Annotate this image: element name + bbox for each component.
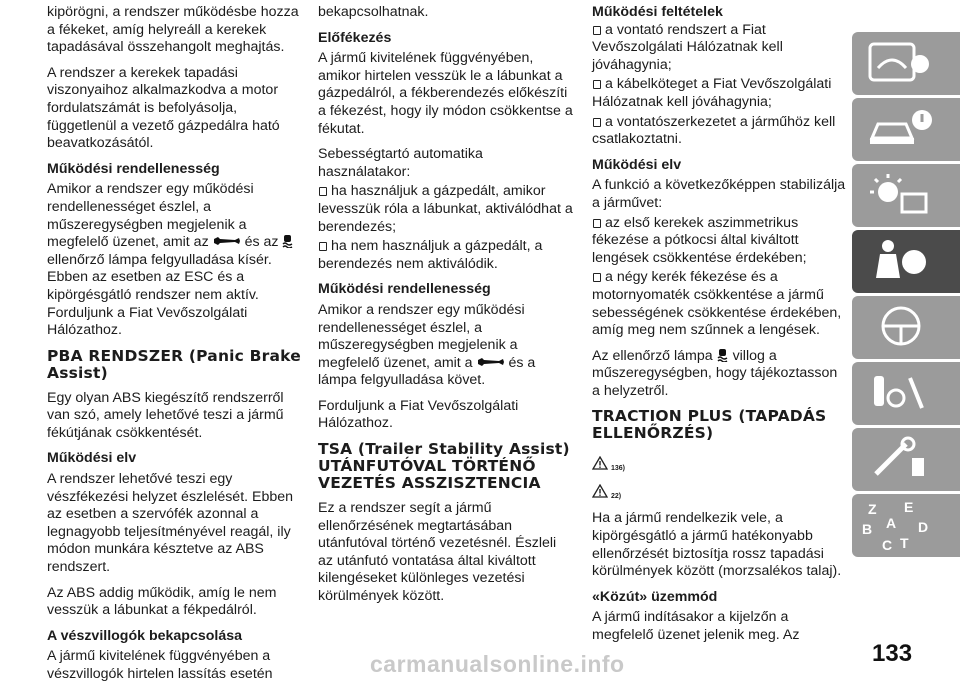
text: a négy kerék fékezése és a motornyomaték csökkentése a jármű sebességének csökkentése érdekében, amíg meg nem szűnnek a lengések. — [592, 269, 842, 339]
subheading-prebraking: Előfékezés — [318, 29, 392, 46]
paragraph: bekapcsolhatnak. — [318, 4, 429, 20]
steering-wheel-icon — [866, 302, 936, 352]
warning-ref — [592, 478, 847, 504]
airbag-icon — [866, 236, 936, 286]
paragraph: Forduljunk a Fiat Vevőszolgálati Hálózathoz. — [318, 397, 519, 432]
tab-safety[interactable] — [852, 230, 960, 293]
page-number: 133 — [872, 640, 913, 667]
alphabet-index-icon — [860, 498, 944, 554]
text: és a lámpa felgyulladása követ. — [318, 354, 536, 389]
paragraph: A funkció a következőképpen stabilizálja a járművet: — [592, 177, 846, 211]
heading-pba: PBA RENDSZER (Panic Brake Assist) — [47, 346, 301, 382]
square-bullet-icon — [593, 273, 601, 282]
column-2 — [318, 4, 573, 614]
text: a vontató rendszert a Fiat Vevőszolgálati Hálózatnak kell jóváhagynia; — [592, 21, 783, 73]
paragraph: Ha a jármű rendelkezik vele, a kipörgésgátló a jármű hatékonyabb ellenőrzését biztosítja rossz tapadási körülmények között (morzsalékos talaj). — [592, 510, 842, 580]
car-info-icon — [866, 38, 936, 88]
text: Sebességtartó automatika használatakor: — [318, 146, 483, 180]
tab-index[interactable] — [852, 494, 960, 557]
svg-text:C: C — [882, 537, 893, 553]
text: Az ellenőrző lámpa — [592, 347, 713, 364]
text: ha használjuk a gázpedált, amikor levesszük róla a lábunkat, aktiválódhat a berendezés; — [318, 183, 573, 235]
paragraph-fault — [318, 302, 573, 390]
tools-icon — [866, 434, 936, 484]
text: a vontatószerkezetet a járműhöz kell csatlakoztatni. — [592, 113, 836, 148]
subheading-conditions: Működési feltételek — [592, 4, 723, 20]
paragraph-fault — [47, 181, 302, 339]
bullet-item — [592, 76, 847, 111]
tab-lights[interactable] — [852, 164, 960, 227]
watermark: carmanualsonline.info — [370, 651, 625, 677]
warning-triangle-icon — [592, 456, 608, 470]
svg-text:T: T — [900, 535, 909, 551]
paragraph: Az ABS addig működik, amíg le nem vesszük a lábunkat a fékpedálról. — [47, 584, 277, 619]
svg-text:B: B — [862, 521, 873, 537]
car-warning-icon — [866, 104, 936, 154]
text: Amikor a rendszer egy működési rendellenességet észlel, a műszeregységben megjelenik a megfelelő üzenet, amit az — [47, 181, 254, 251]
column-3 — [592, 4, 847, 653]
bullet-item — [592, 269, 847, 339]
svg-text:E: E — [904, 499, 914, 515]
text: Amikor a rendszer egy működési rendellenességet észlel, a műszeregységben megjelenik a megfelelő üzenet, amit a — [318, 301, 525, 371]
subheading-operation: Működési elv — [47, 450, 137, 467]
bullet-item — [318, 238, 573, 273]
paragraph: kipörögni, a rendszer működésbe hozza a fékeket, amíg helyreáll a kerekek tapadásával összehangolt meghajtás. — [47, 4, 299, 56]
svg-text:D: D — [918, 519, 929, 535]
tab-driving[interactable] — [852, 296, 960, 359]
subheading-fault: Működési rendellenesség — [47, 160, 220, 177]
text: ellenőrző lámpa felgyulladása kísér. Ebben az esetben az ESC és a kipörgésgátló rendszer nem aktív. Forduljunk a Fiat Vevőszolgálati Hálózathoz. — [47, 251, 272, 339]
bullet-item — [318, 183, 573, 236]
spanner-icon — [477, 357, 505, 367]
warning-ref-number: 22) — [611, 492, 622, 500]
square-bullet-icon — [593, 26, 601, 35]
tab-dashboard[interactable] — [852, 32, 960, 95]
paragraph: A jármű kivitelének függvényében a vészvillogók hirtelen lassítás esetén — [47, 648, 273, 682]
paragraph: A jármű kivitelének függvényében, amikor hirtelen vesszük le a lábunkat a gázpedálról, a fékberendezés előkészíti a fékezést, hogy ily módon csökkentse a fékutat. — [318, 50, 573, 137]
text: és az — [244, 234, 279, 251]
column-1 — [47, 4, 302, 692]
subheading-hazard: A vészvillogók bekapcsolása — [47, 627, 243, 644]
text: villog a műszeregységben, hogy tájékoztasson a helyzetről. — [592, 347, 838, 399]
square-bullet-icon — [319, 187, 327, 196]
subheading-road-mode: «Közút» üzemmód — [592, 588, 718, 605]
esc-lamp-icon — [282, 234, 293, 248]
paragraph-lamp — [592, 348, 847, 401]
square-bullet-icon — [593, 80, 601, 89]
paragraph: A jármű indításakor a kijelzőn a megfelelő üzenet jelenik meg. Az — [592, 609, 800, 644]
square-bullet-icon — [593, 118, 601, 127]
bullet-item — [592, 22, 847, 75]
bullet-item — [592, 114, 847, 149]
subheading-operation: Működési elv — [592, 156, 682, 173]
paragraph: Egy olyan ABS kiegészítő rendszerről van szó, amely lehetővé teszi a jármű fékútjának csökkentését. — [47, 389, 284, 441]
esc-lamp-icon — [717, 348, 728, 362]
bullet-item — [592, 215, 847, 268]
text: a kábelköteget a Fiat Vevőszolgálati Hálózatnak kell jóváhagynia; — [592, 76, 832, 110]
tab-emergency[interactable] — [852, 362, 960, 425]
subheading-fault: Működési rendellenesség — [318, 281, 491, 298]
warning-ref-number: 136) — [611, 464, 626, 472]
paragraph — [318, 146, 573, 181]
heading-traction: TRACTION PLUS (TAPADÁS ELLENŐRZÉS) — [592, 407, 827, 443]
paragraph: Ez a rendszer segít a jármű ellenőrzésének megtartásában utánfutóval történő vezetésnél. Észleli az utánfutó vontatása által kiváltott kilengéseket különleges vezetési körülmények között. — [318, 500, 557, 605]
text: ha nem használjuk a gázpedált, a berendezés nem aktiválódik. — [318, 238, 543, 272]
paragraph: A rendszer lehetővé teszi egy vészfékezési helyzet észlelését. Ebben az esetben a szervófék azonnal a legnagyobb teljesítményével reagál, ily módon munkára késztetve az ABS rendszert. — [47, 471, 294, 576]
tab-maintenance[interactable] — [852, 428, 960, 491]
spanner-icon — [213, 236, 241, 246]
heading-tsa: TSA (Trailer Stability Assist) UTÁNFUTÓVAL TÖRTÉNŐ VEZETÉS ASSZISZTENCIA — [318, 440, 570, 493]
svg-text:Z: Z — [868, 501, 877, 517]
square-bullet-icon — [593, 219, 601, 228]
paragraph: A rendszer a kerekek tapadási viszonyaihoz alkalmazkodva a motor fordulatszámát is befolyásolja, függetlenül a vezető gázpedálra ható beavatkozásától. — [47, 64, 280, 152]
svg-text:A: A — [886, 515, 897, 531]
warning-triangle-icon — [592, 484, 608, 498]
text: az első kerekek aszimmetrikus fékezése a pótkocsi által kiváltott lengések csökkentése érdekében; — [592, 214, 807, 266]
tab-knowing-car[interactable] — [852, 98, 960, 161]
key-icon — [866, 368, 936, 418]
light-icon — [866, 170, 936, 220]
warning-ref — [592, 450, 847, 476]
square-bullet-icon — [319, 242, 327, 251]
